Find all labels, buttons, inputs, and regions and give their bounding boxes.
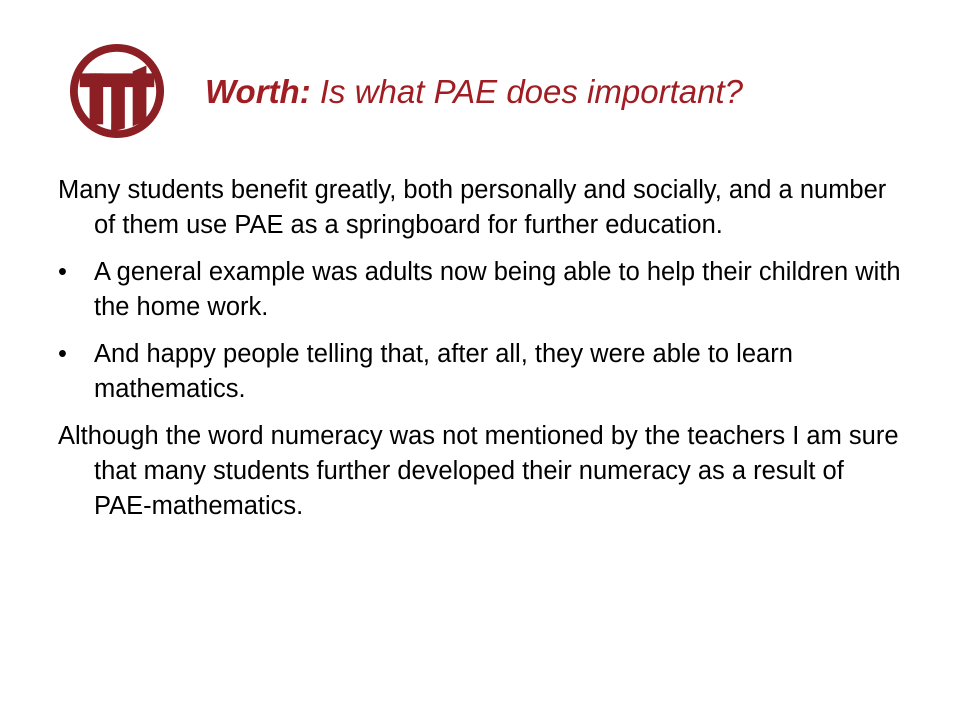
title-rest: Is what PAE does important?: [319, 73, 743, 110]
paragraph-intro: Many students benefit greatly, both personally and socially, and a number of them use PAE as a springboard for further education.: [58, 176, 887, 239]
bullet-dot-icon: •: [58, 340, 67, 368]
bullet-item: [58, 255, 908, 325]
slide-title: [205, 72, 743, 112]
slide-body: [58, 173, 908, 536]
university-logo-icon: [68, 42, 166, 140]
paragraph-conclusion: Although the word numeracy was not mentioned by the teachers I am sure that many students further developed their numeracy as a result of PAE-mathematics.: [58, 422, 899, 520]
bullet-dot-icon: •: [58, 258, 67, 286]
bullet-text: And happy people telling that, after all, they were able to learn mathematics.: [94, 340, 793, 403]
title-bold: Worth:: [205, 73, 311, 110]
bullet-text: A general example was adults now being able to help their children with the home work.: [94, 258, 901, 321]
bullet-item: [58, 337, 908, 407]
